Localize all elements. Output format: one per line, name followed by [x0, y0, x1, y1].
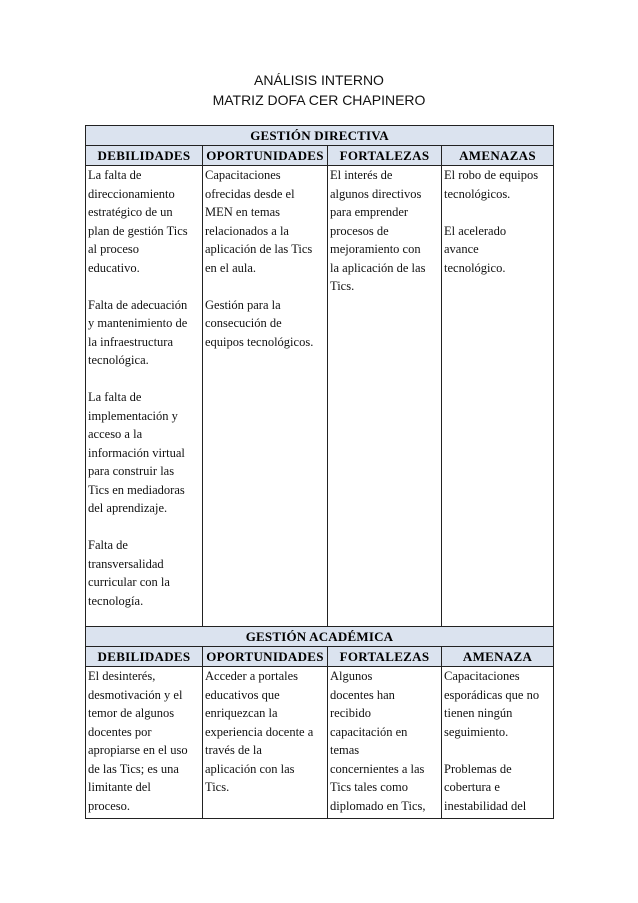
document-subtitle: MATRIZ DOFA CER CHAPINERO	[212, 92, 426, 108]
debilidad-item: Falta de transversalidad curricular con la tecnología.	[88, 538, 170, 608]
column-header-fortalezas: FORTALEZAS	[328, 647, 442, 667]
directiva-debilidades-cell	[86, 166, 203, 638]
debilidad-item: La falta de direccionamiento estratégico de un plan de gestión Tics al proceso educativo.	[88, 168, 188, 275]
column-header-oportunidades: OPORTUNIDADES	[203, 647, 328, 667]
academica-debilidades-cell	[86, 667, 203, 819]
amenaza-item: Capacitaciones esporádicas que no tienen ningún seguimiento.	[444, 669, 540, 739]
gestion-directiva-title: GESTIÓN DIRECTIVA	[86, 126, 554, 146]
directiva-amenazas-cell	[442, 166, 554, 638]
oportunidad-item: Capacitaciones ofrecidas desde el MEN en temas relacionados a la aplicación de las Tics en el aula.	[205, 168, 313, 275]
column-header-debilidades: DEBILIDADES	[86, 647, 203, 667]
amenaza-item: El robo de equipos tecnológicos.	[444, 168, 539, 201]
academica-oportunidades-cell	[203, 667, 328, 819]
fortaleza-item: Algunos docentes han recibido capacitación en temas concernientes a las Tics tales como diplomado en Tics,	[330, 669, 426, 813]
column-header-fortalezas: FORTALEZAS	[328, 146, 442, 166]
oportunidad-item: Gestión para la consecución de equipos tecnológicos.	[205, 297, 314, 349]
gestion-academica-title: GESTIÓN ACADÉMICA	[86, 627, 554, 647]
column-header-oportunidades: OPORTUNIDADES	[203, 146, 328, 166]
column-header-debilidades: DEBILIDADES	[86, 146, 203, 166]
amenaza-item: Problemas de cobertura e inestabilidad del	[444, 761, 527, 813]
directiva-fortalezas-cell	[328, 166, 442, 638]
fortaleza-item: El interés de algunos directivos para emprender procesos de mejoramiento con la aplicación de las Tics.	[330, 168, 426, 293]
debilidad-item: Falta de adecuación y mantenimiento de la infraestructura tecnológica.	[88, 297, 188, 367]
column-header-amenazas: AMENAZAS	[442, 146, 554, 166]
directiva-oportunidades-cell	[203, 166, 328, 638]
academica-fortalezas-cell	[328, 667, 442, 819]
amenaza-item: El acelerado avance tecnológico.	[444, 223, 507, 275]
gestion-directiva-table	[85, 125, 554, 638]
document-title: ANÁLISIS INTERNO	[254, 72, 384, 88]
academica-amenazas-cell	[442, 667, 554, 819]
column-header-amenaza: AMENAZA	[442, 647, 554, 667]
gestion-academica-table	[85, 626, 554, 819]
debilidad-item: El desinterés, desmotivación y el temor de algunos docentes por apropiarse en el uso de las Tics; es una limitante del proceso.	[88, 669, 188, 813]
debilidad-item: La falta de implementación y acceso a la información virtual para construir las Tics en mediadoras del aprendizaje.	[88, 390, 185, 515]
oportunidad-item: Acceder a portales educativos que enriquezcan la experiencia docente a través de la aplicación con las Tics.	[205, 669, 314, 794]
